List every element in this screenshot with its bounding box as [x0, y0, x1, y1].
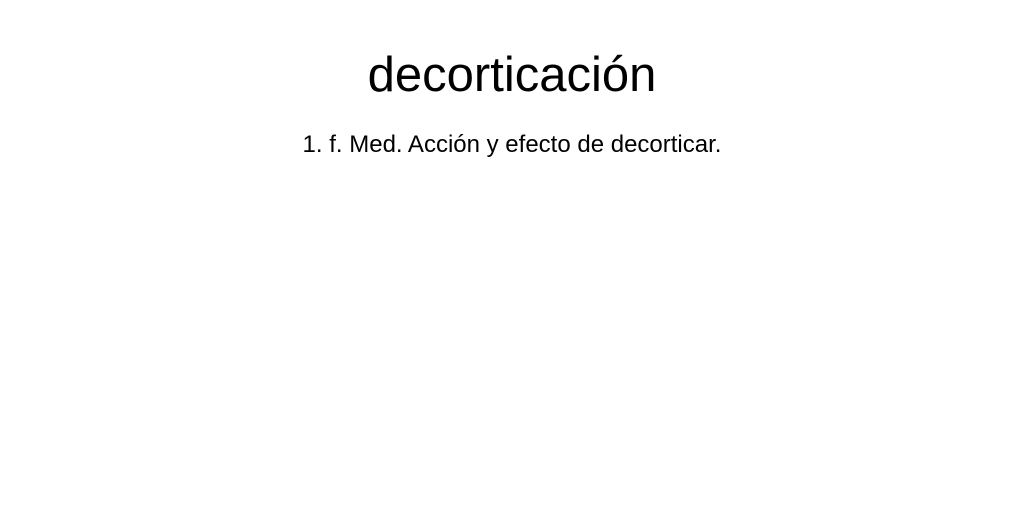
headword: decorticación: [367, 48, 657, 102]
definition: 1. f. Med. Acción y efecto de decorticar.: [302, 131, 722, 158]
